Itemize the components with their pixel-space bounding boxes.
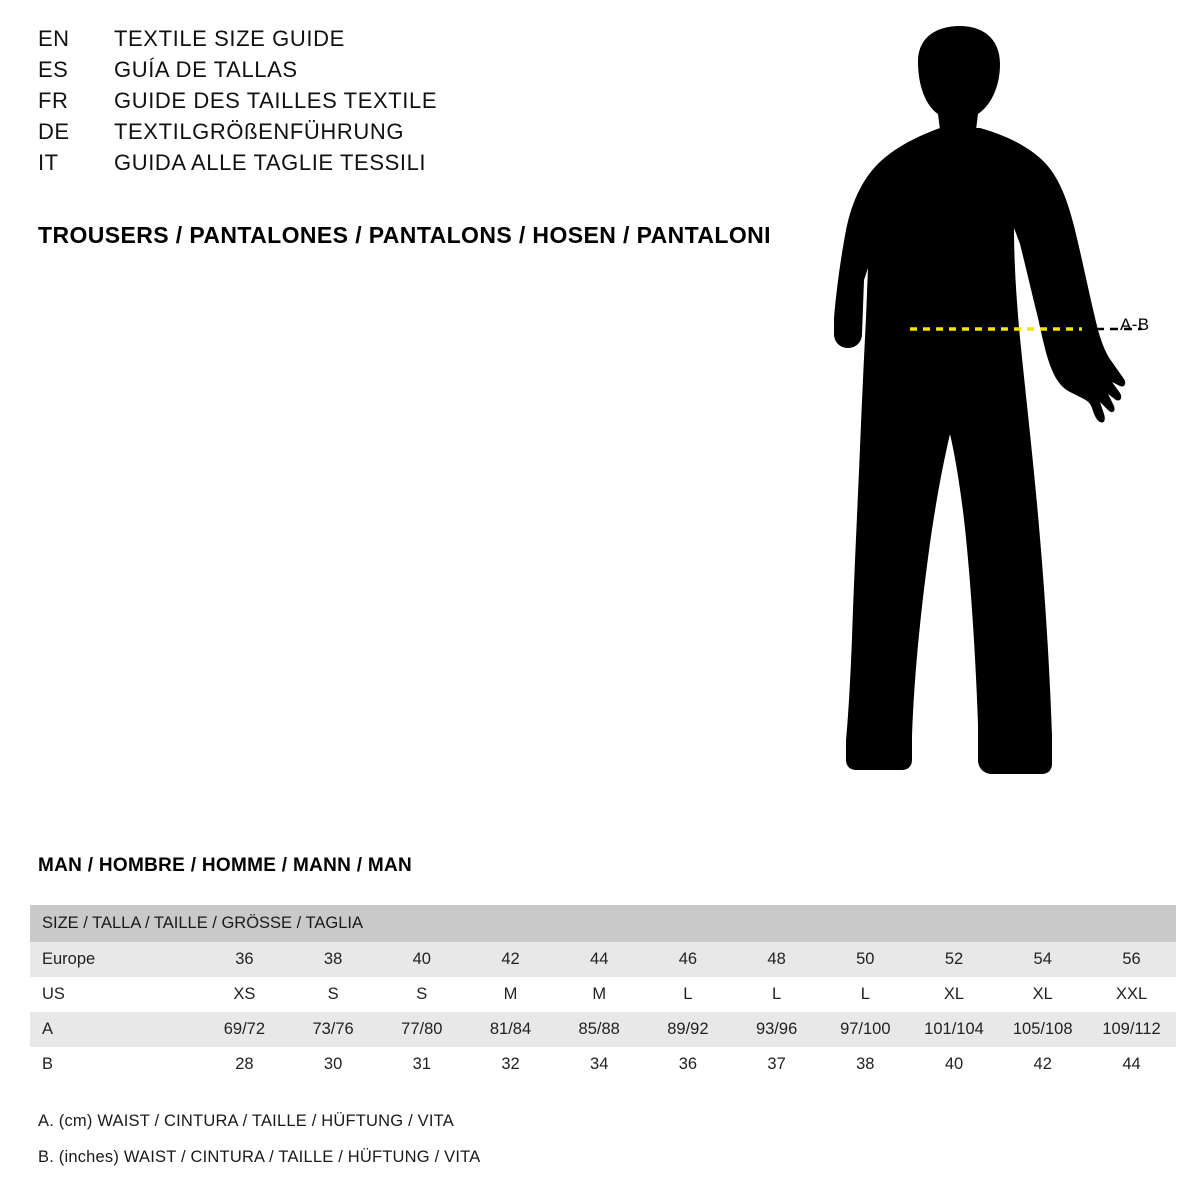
table-cell: 48 bbox=[732, 942, 821, 977]
table-cell: 32 bbox=[466, 1047, 555, 1082]
table-cell: 40 bbox=[910, 1047, 999, 1082]
table-cell: 38 bbox=[821, 1047, 910, 1082]
table-cell: 56 bbox=[1087, 942, 1176, 977]
language-title: GUIDA ALLE TAGLIE TESSILI bbox=[114, 150, 427, 175]
table-cell: 109/112 bbox=[1087, 1012, 1176, 1047]
table-cell: M bbox=[555, 977, 644, 1012]
table-cell: 42 bbox=[466, 942, 555, 977]
silhouette-icon bbox=[790, 18, 1190, 808]
table-cell: 73/76 bbox=[289, 1012, 378, 1047]
table-cell: 30 bbox=[289, 1047, 378, 1082]
table-cell: 81/84 bbox=[466, 1012, 555, 1047]
language-header-block bbox=[38, 28, 778, 183]
language-title: GUÍA DE TALLAS bbox=[114, 57, 298, 82]
table-cell: 69/72 bbox=[200, 1012, 289, 1047]
table-cell: XXL bbox=[1087, 977, 1176, 1012]
language-code: DE bbox=[38, 119, 70, 144]
table-cell: 85/88 bbox=[555, 1012, 644, 1047]
garment-type-title: TROUSERS / PANTALONES / PANTALONS / HOSEN / PANTALONI bbox=[38, 222, 771, 248]
table-header-row bbox=[30, 905, 1176, 942]
table-row bbox=[30, 942, 1176, 977]
language-title: TEXTILGRÖßENFÜHRUNG bbox=[114, 119, 405, 144]
table-cell: 36 bbox=[644, 1047, 733, 1082]
table-cell: 34 bbox=[555, 1047, 644, 1082]
language-code: IT bbox=[38, 150, 59, 175]
table-cell: 50 bbox=[821, 942, 910, 977]
table-cell: S bbox=[377, 977, 466, 1012]
table-cell: 52 bbox=[910, 942, 999, 977]
row-label: Europe bbox=[30, 942, 200, 977]
table-cell: 44 bbox=[555, 942, 644, 977]
table-section-title: MAN / HOMBRE / HOMME / MANN / MAN bbox=[38, 855, 413, 876]
table-cell: S bbox=[289, 977, 378, 1012]
language-row bbox=[38, 152, 778, 174]
table-cell: XL bbox=[910, 977, 999, 1012]
language-title: GUIDE DES TAILLES TEXTILE bbox=[114, 88, 438, 113]
table-cell: 46 bbox=[644, 942, 733, 977]
table-cell: 40 bbox=[377, 942, 466, 977]
table-cell: 97/100 bbox=[821, 1012, 910, 1047]
table-cell: XS bbox=[200, 977, 289, 1012]
language-title: TEXTILE SIZE GUIDE bbox=[114, 26, 345, 51]
table-cell: 89/92 bbox=[644, 1012, 733, 1047]
table-cell: M bbox=[466, 977, 555, 1012]
table-cell: 37 bbox=[732, 1047, 821, 1082]
table-cell: L bbox=[644, 977, 733, 1012]
table-cell: 42 bbox=[998, 1047, 1087, 1082]
table-cell: L bbox=[821, 977, 910, 1012]
table-cell: 44 bbox=[1087, 1047, 1176, 1082]
table-cell: 77/80 bbox=[377, 1012, 466, 1047]
table-cell: 101/104 bbox=[910, 1012, 999, 1047]
table-cell: 36 bbox=[200, 942, 289, 977]
row-label: B bbox=[30, 1047, 200, 1082]
language-code: EN bbox=[38, 26, 70, 51]
table-cell: 93/96 bbox=[732, 1012, 821, 1047]
row-label: US bbox=[30, 977, 200, 1012]
language-row bbox=[38, 59, 778, 81]
language-row bbox=[38, 121, 778, 143]
size-table bbox=[30, 905, 1176, 1082]
table-cell: 105/108 bbox=[998, 1012, 1087, 1047]
table-cell: 38 bbox=[289, 942, 378, 977]
legend-a: A. (cm) WAIST / CINTURA / TAILLE / HÜFTUNG / VITA bbox=[38, 1112, 454, 1130]
language-code: ES bbox=[38, 57, 69, 82]
language-row bbox=[38, 90, 778, 112]
table-row bbox=[30, 1012, 1176, 1047]
row-label: A bbox=[30, 1012, 200, 1047]
table-header-label: SIZE / TALLA / TAILLE / GRÖSSE / TAGLIA bbox=[30, 905, 1176, 942]
language-row bbox=[38, 28, 778, 50]
language-code: FR bbox=[38, 88, 69, 113]
table-cell: XL bbox=[998, 977, 1087, 1012]
man-silhouette-figure bbox=[790, 18, 1190, 808]
table-row bbox=[30, 977, 1176, 1012]
table-cell: 28 bbox=[200, 1047, 289, 1082]
measure-label-ab: A-B bbox=[1120, 315, 1150, 334]
table-cell: L bbox=[732, 977, 821, 1012]
table-cell: 54 bbox=[998, 942, 1087, 977]
table-row bbox=[30, 1047, 1176, 1082]
table-cell: 31 bbox=[377, 1047, 466, 1082]
legend-b: B. (inches) WAIST / CINTURA / TAILLE / HÜFTUNG / VITA bbox=[38, 1148, 481, 1166]
